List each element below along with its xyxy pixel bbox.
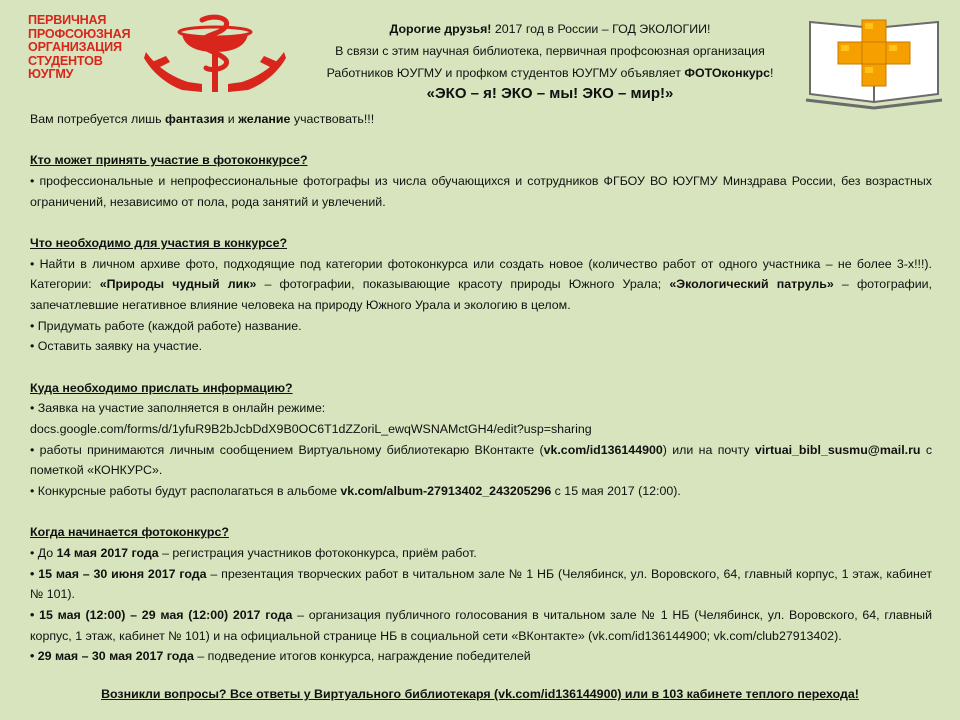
header-line <box>300 62 800 84</box>
open-book-cross-icon <box>804 10 944 110</box>
org-name-line: ОРГАНИЗАЦИЯ <box>28 40 122 55</box>
where-p3 <box>30 481 932 502</box>
category-patrol: «Экологический патруль» <box>669 277 834 292</box>
category-nature: «Природы чудный лик» <box>99 277 257 292</box>
intro-text: и <box>224 112 239 126</box>
where-p1: • Заявка на участие заполняется в онлайн режиме: <box>30 401 326 416</box>
header-line <box>300 18 800 40</box>
text: • До <box>30 545 57 560</box>
when-item <box>30 605 932 646</box>
intro-bold: фантазия <box>165 112 225 126</box>
what-p2: • Придумать работе (каждой работе) название. <box>30 318 302 333</box>
intro-bold: желание <box>238 112 291 126</box>
form-link[interactable]: docs.google.com/forms/d/1yfuR9B2bJcbDdX9B0OC6T1dZZoriL_ewqWSNAMctGH4/edit?usp=sharing <box>30 421 592 436</box>
text: – регистрация участников фотоконкурса, приём работ. <box>158 545 477 560</box>
text: с пометкой «КОНКУРС». <box>30 442 933 478</box>
text: с 15 мая 2017 (12:00). <box>551 484 681 499</box>
org-name-line: ПЕРВИЧНАЯ <box>28 13 107 27</box>
question-who: Кто может принять участие в фотоконкурсе? <box>30 153 308 168</box>
contest-name: ФОТОконкурс <box>684 66 770 80</box>
announcement-header <box>300 18 800 106</box>
text: – подведение итогов конкурса, награждение победителей <box>193 649 531 664</box>
date: • 15 мая – 30 июня 2017 года <box>30 566 207 581</box>
text: – фотографии, запечатлевшие негативное влияние человека на природу Южного Урала и экологию в целом. <box>30 277 932 312</box>
who-text: • профессиональные и непрофессиональные фотографы из числа обучающихся и сотрудников ФГБОУ ВО ЮУГМУ Минздрава России, без возрастных ограничений, независимо от пола, рода занятий и увлечений. <box>30 173 932 209</box>
intro <box>30 109 932 130</box>
vk-link[interactable]: vk.com/id136144900 <box>543 442 663 457</box>
date: • 15 мая (12:00) – 29 мая (12:00) 2017 года <box>30 608 293 623</box>
text: • Найти в личном архиве фото, подходящие под категории фотоконкурса или создать новое (количество работ от одного участника – не более 3-х!!!). Категории: <box>30 256 932 292</box>
org-name-line: ЮУГМУ <box>28 67 74 82</box>
album-link[interactable]: vk.com/album-27913402_243205296 <box>340 484 552 499</box>
text: ) или на почту <box>662 442 755 457</box>
intro-text: участвовать!!! <box>290 112 375 126</box>
text: – презентация творческих работ в читальном зале № 1 НБ (Челябинск, ул. Воровского, 64, главный корпус, 1 этаж, кабинет № 101). <box>30 566 932 602</box>
email-link[interactable]: virtuai_bibl_susmu@mail.ru <box>754 442 921 457</box>
footer-note: Возникли вопросы? Все ответы у Виртуального библиотекаря (vk.com/id136144900) или в 103 кабинете теплого перехода! <box>101 687 859 701</box>
when-item <box>30 564 932 605</box>
what-p3: • Оставить заявку на участие. <box>30 339 203 354</box>
greeting-rest: 2017 год в России – ГОД ЭКОЛОГИИ! <box>491 22 711 36</box>
greeting: Дорогие друзья! <box>389 22 492 36</box>
question-when: Когда начинается фотоконкурс? <box>30 525 229 540</box>
org-logo <box>6 4 296 114</box>
what-p1 <box>30 254 932 316</box>
question-where: Куда необходимо прислать информацию? <box>30 380 293 395</box>
when-item <box>30 646 932 667</box>
announcement-body <box>30 109 932 667</box>
slogan: «ЭКО – я! ЭКО – мы! ЭКО – мир!» <box>426 85 674 102</box>
text: • работы принимаются личным сообщением Виртуальному библиотекарю ВКонтакте ( <box>30 442 544 457</box>
intro-text: Вам потребуется лишь <box>30 112 165 126</box>
when-item <box>30 543 932 564</box>
text: – фотографии, показывающие красоту природы Южного Урала; <box>256 277 670 292</box>
org-name <box>28 14 130 82</box>
caduceus-hands-emblem-icon <box>142 12 288 98</box>
org-name-line: ПРОФСОЮЗНАЯ <box>28 26 131 41</box>
where-p2 <box>30 440 932 481</box>
org-name-line: СТУДЕНТОВ <box>28 53 103 68</box>
date: 14 мая 2017 года <box>56 545 159 560</box>
text: – организация публичного голосования в читальном зале № 1 НБ (Челябинск, ул. Воровского, 64, главный корпус, 1 этаж, кабинет № 101) и на официальной странице НБ в социальной сети «ВКонтакте» (vk.com/id136144900; vk.com/club27913402). <box>30 608 932 643</box>
header-text: Работников ЮУГМУ и профком студентов ЮУГМУ объявляет <box>326 66 685 80</box>
header-text: ! <box>769 66 774 80</box>
text: • Конкурсные работы будут располагаться в альбоме <box>30 484 341 499</box>
header-line: В связи с этим научная библиотека, первичная профсоюзная организация <box>335 44 765 58</box>
question-what: Что необходимо для участия в конкурсе? <box>30 235 288 250</box>
date: • 29 мая – 30 мая 2017 года <box>30 649 194 664</box>
